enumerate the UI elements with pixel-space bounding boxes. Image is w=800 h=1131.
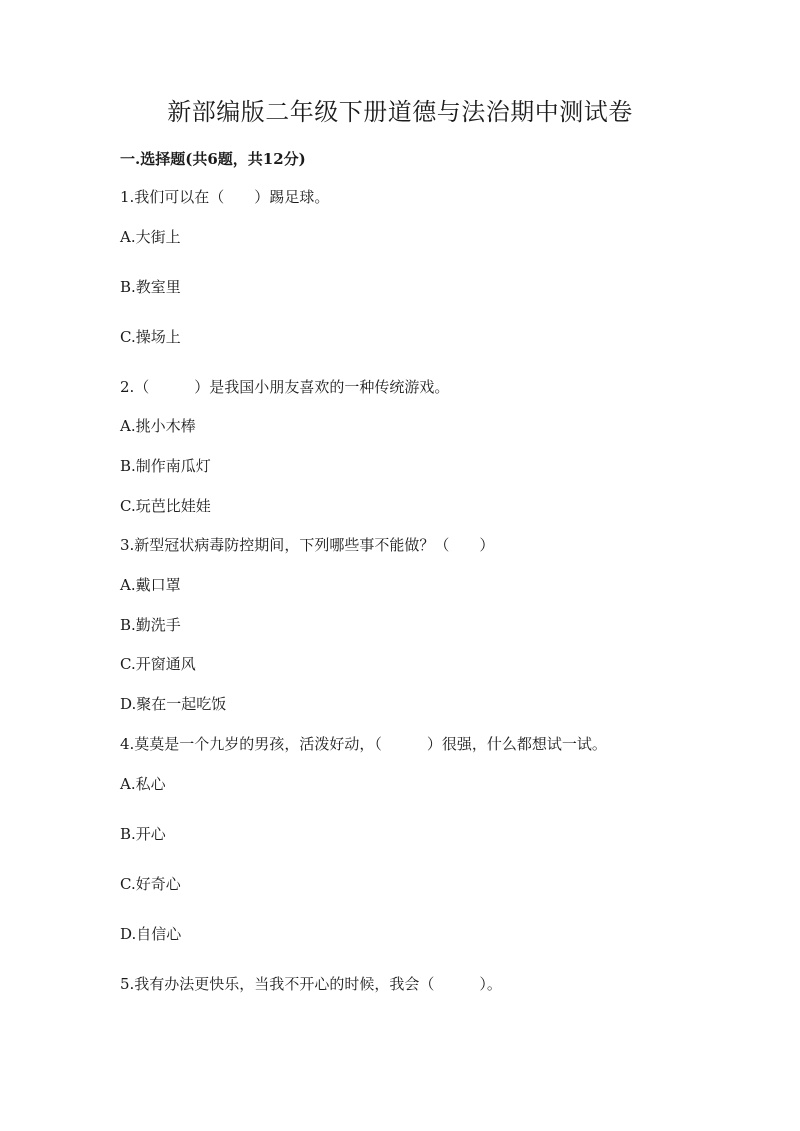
- page-title: 新部编版二年级下册道德与法治期中测试卷: [167, 98, 633, 126]
- section-heading: 一.选择题(共6题，共12分): [120, 150, 306, 168]
- question-4-option-b: B.开心: [120, 825, 166, 843]
- question-3-option-b: B.勤洗手: [120, 616, 181, 634]
- question-1-option-c: C.操场上: [120, 328, 181, 346]
- question-2-option-c: C.玩芭比娃娃: [120, 497, 211, 515]
- question-3-option-a: A.戴口罩: [120, 576, 181, 594]
- question-4-option-a: A.私心: [120, 775, 166, 793]
- question-2-option-b: B.制作南瓜灯: [120, 457, 211, 475]
- question-4-option-c: C.好奇心: [120, 875, 181, 893]
- question-1-option-a: A.大街上: [120, 228, 181, 246]
- question-stem-4: 4.莫莫是一个九岁的男孩，活泼好动，（ ）很强，什么都想试一试。: [120, 735, 607, 753]
- question-stem-3: 3.新型冠状病毒防控期间，下列哪些事不能做？（ ）: [120, 536, 495, 554]
- question-3-option-d: D.聚在一起吃饭: [120, 695, 227, 713]
- question-stem-5: 5.我有办法更快乐，当我不开心的时候，我会（ ）。: [120, 975, 502, 993]
- question-stem-1: 1.我们可以在（ ）踢足球。: [120, 188, 330, 206]
- question-2-option-a: A.挑小木棒: [120, 417, 196, 435]
- question-stem-2: 2.（ ）是我国小朋友喜欢的一种传统游戏。: [120, 378, 450, 396]
- question-1-option-b: B.教室里: [120, 278, 181, 296]
- question-4-option-d: D.自信心: [120, 925, 182, 943]
- question-3-option-c: C.开窗通风: [120, 655, 196, 673]
